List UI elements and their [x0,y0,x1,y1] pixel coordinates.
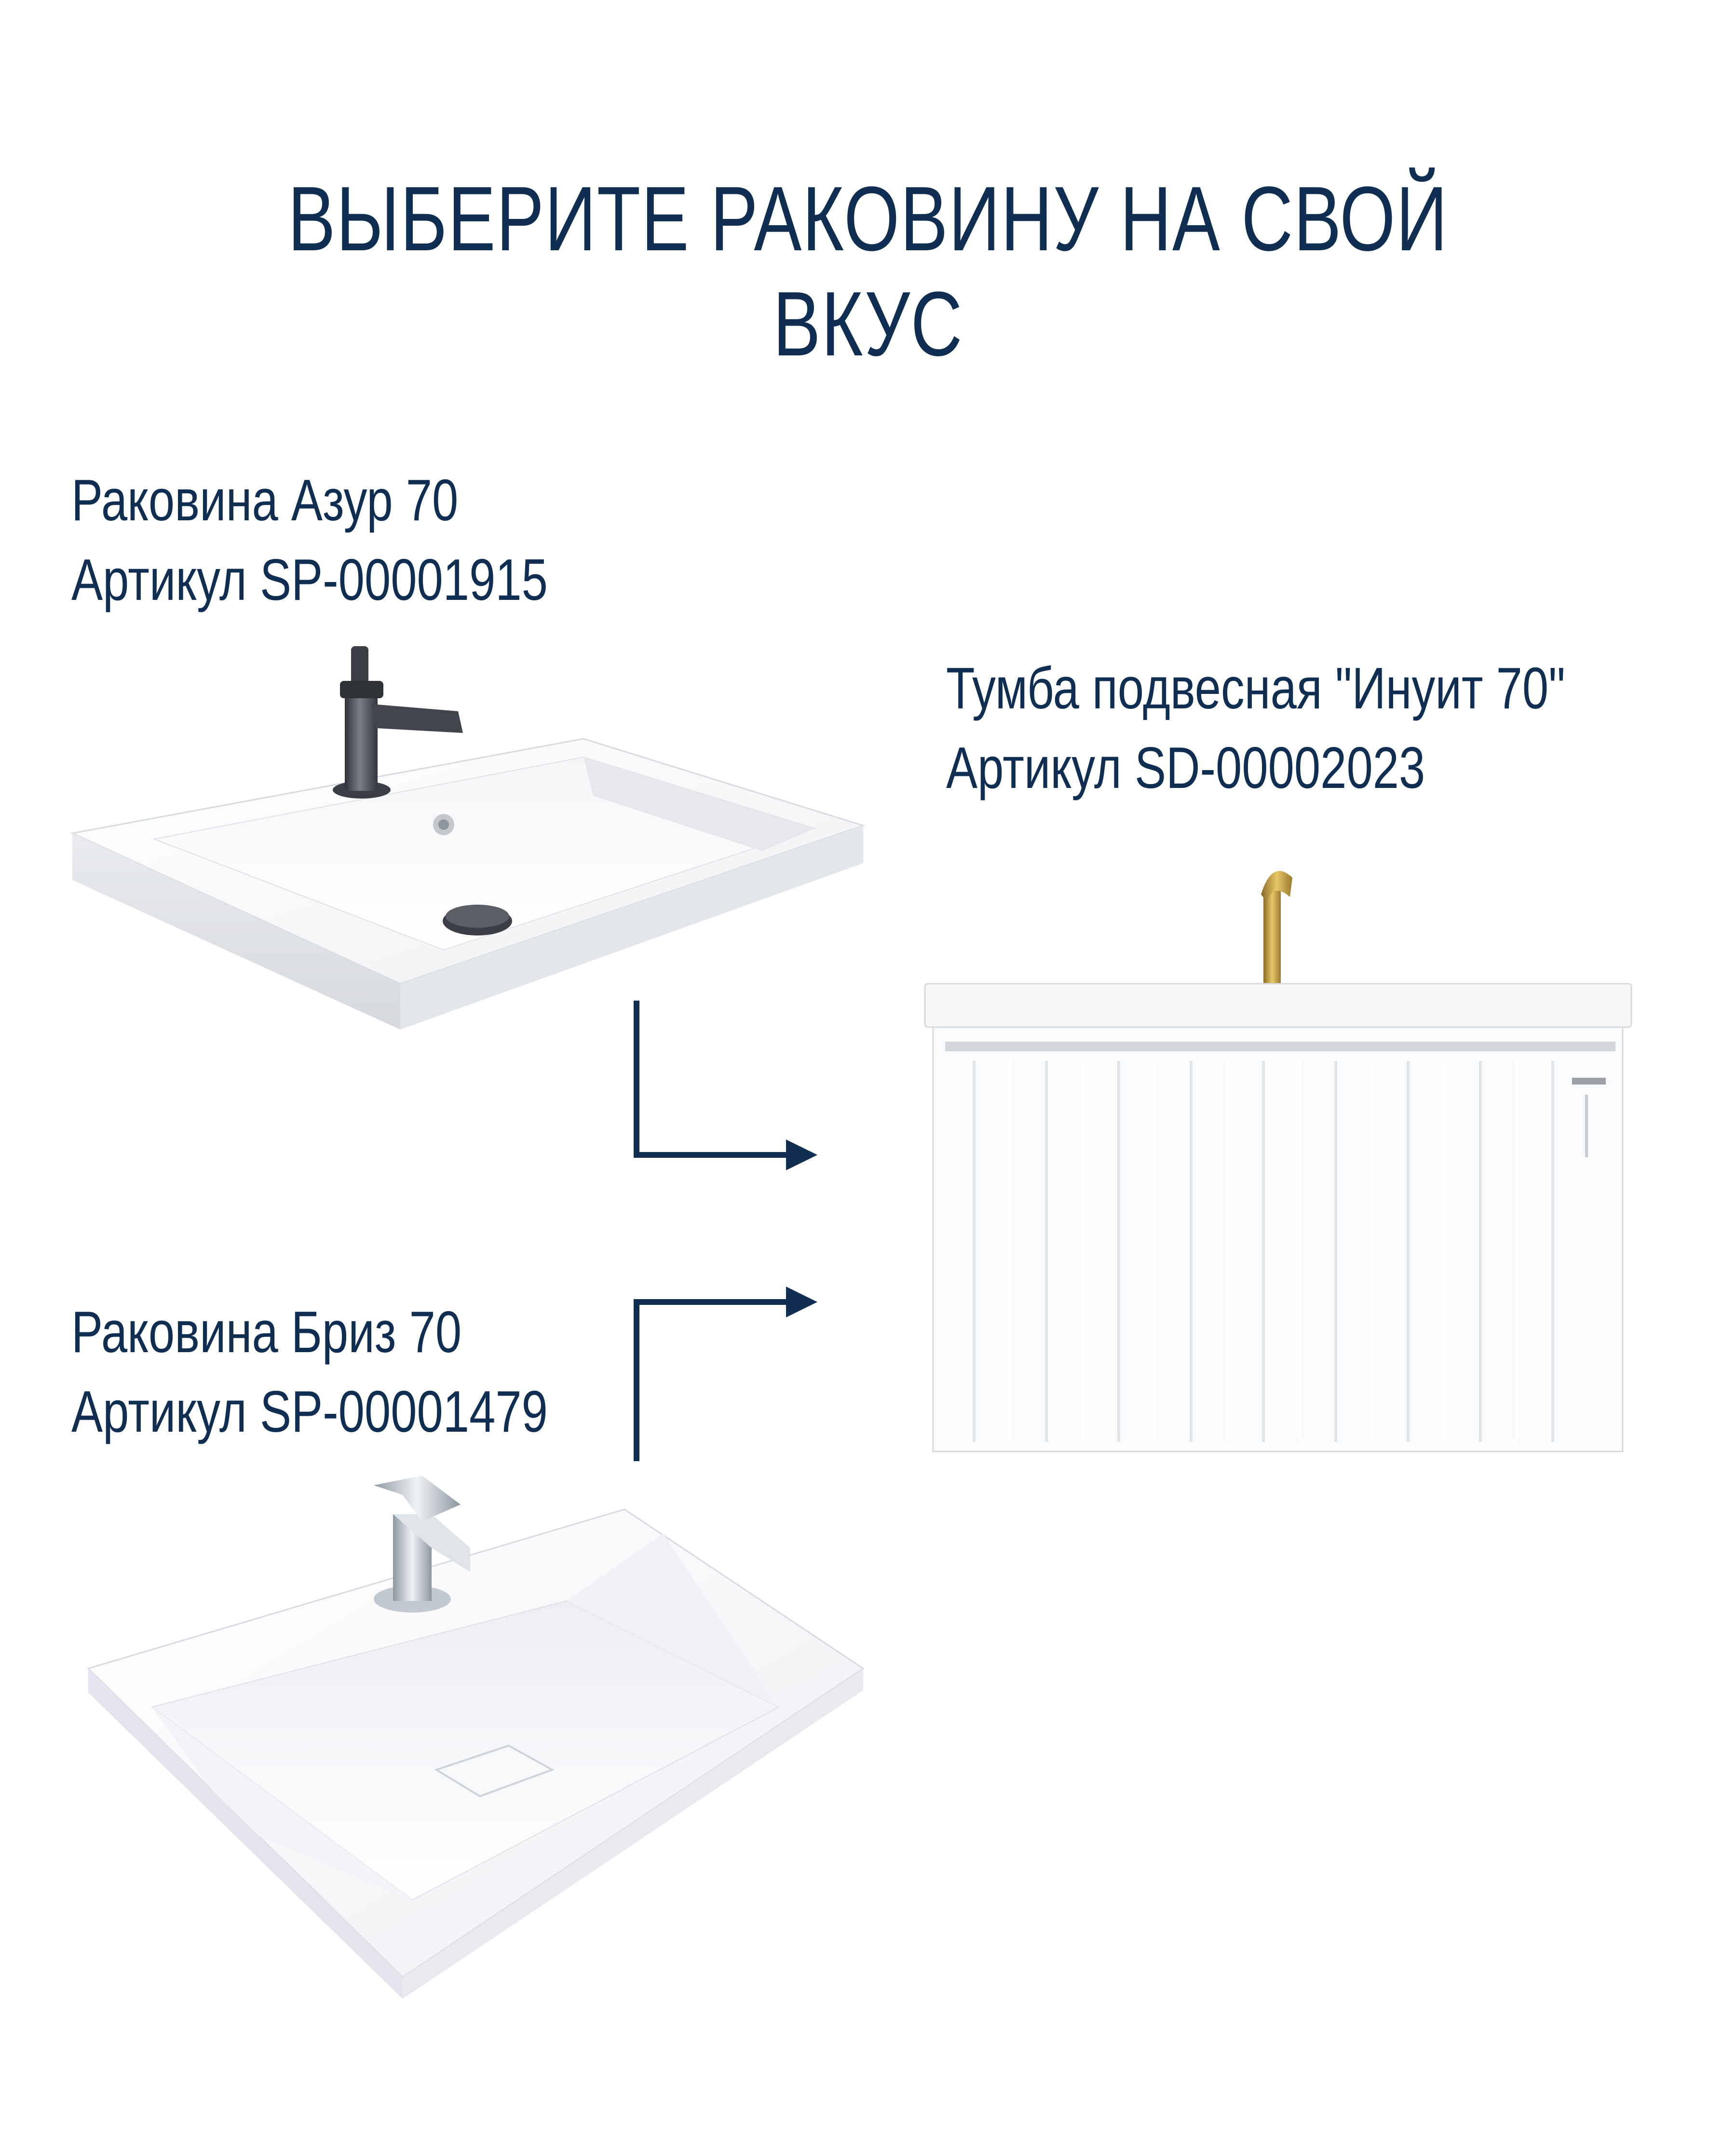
sink-azur-label [71,461,548,620]
sink-briz-label [71,1292,548,1451]
sink-briz-sku: Артикул SP-00001479 [71,1379,548,1444]
sink-briz-image [84,1476,880,2006]
page-title: ВЫБЕРИТЕ РАКОВИНУ НА СВОЙ ВКУС [287,168,1449,375]
cabinet-inuit-sku: Артикул SD-00002023 [946,735,1425,800]
cabinet-inuit-name: Тумба подвесная "Инуит 70" [946,655,1565,721]
cabinet-inuit-image [923,849,1647,1476]
arrow-up-right-icon [627,1278,820,1471]
sink-briz-name: Раковина Бриз 70 [71,1299,462,1365]
sink-azur-name: Раковина Азур 70 [71,467,459,533]
sink-azur-sku: Артикул SP-00001915 [71,547,548,612]
cabinet-inuit-label [946,649,1565,808]
arrow-down-right-icon [627,996,820,1189]
